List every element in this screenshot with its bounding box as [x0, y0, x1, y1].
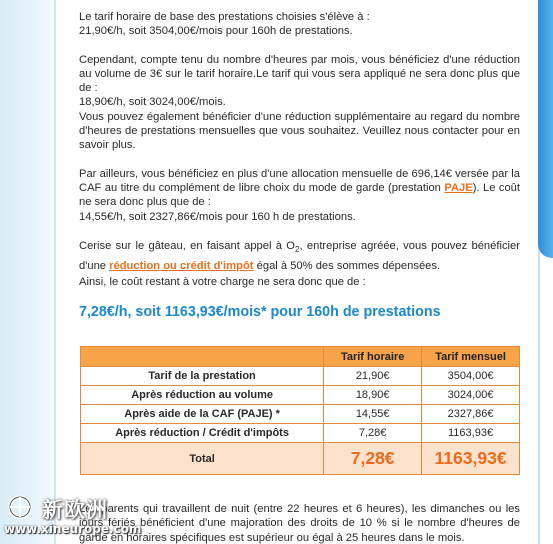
row-label: Tarif de la prestation — [81, 367, 324, 386]
table-row — [81, 367, 520, 386]
row-label: Après réduction au volume — [81, 386, 324, 405]
left-decorative-strip — [0, 0, 56, 544]
volume-extra: Vous pouvez également bénéficier d'une réduction supplémentaire au regard du nombre d'heures de prestations mensuelles que vous souhaitez. Veuillez nous contacter pour en savoir plus. — [79, 110, 520, 152]
row-hourly: 21,90€ — [324, 367, 422, 386]
cerise-paragraph — [79, 238, 520, 275]
row-hourly: 14,55€ — [324, 405, 422, 424]
price-headline: 7,28€/h, soit 1163,93€/mois* pour 160h de prestations — [79, 304, 441, 320]
watermark-url: www.xineurope.com — [4, 522, 142, 536]
table-total-row — [81, 443, 520, 475]
volume-price: 18,90€/h, soit 3024,00€/mois. — [79, 96, 226, 109]
footnote-paragraph: Les parents qui travaillent de nuit (entre 22 heures et 6 heures), les dimanches ou les jours fériés bénéficient d'une majoration des droits de 10 % si le nombre d'heures de garde en horaires spécifiques est supérieur ou égal à 25 heures dans le mois. — [79, 503, 520, 544]
volume-paragraph: Cependant, compte tenu du nombre d'heures par mois, vous bénéficiez d'une réduction au volume de 3€ sur le tarif horaire.Le tarif qui vous sera appliqué ne sera donc plus que de : — [79, 53, 520, 95]
row-label: Après aide de la CAF (PAJE) * — [81, 405, 324, 424]
watermark-title: 新欧洲 — [42, 498, 108, 522]
total-hourly: 7,28€ — [324, 443, 422, 475]
article-body — [79, 0, 520, 289]
watermark — [4, 494, 142, 544]
table-row — [81, 424, 520, 443]
header-hourly: Tarif horaire — [324, 347, 422, 367]
row-hourly: 18,90€ — [324, 386, 422, 405]
globe-logo-icon — [4, 494, 38, 520]
right-decorative-strip — [538, 0, 553, 544]
caf-price: 14,55€/h, soit 2327,86€/mois pour 160 h de prestations. — [79, 210, 356, 223]
table-row — [81, 405, 520, 424]
cerise-line-2: Ainsi, le coût restant à votre charge ne sera donc que de : — [79, 275, 366, 288]
row-monthly: 1163,93€ — [422, 424, 520, 443]
table-header-row — [81, 347, 520, 367]
row-monthly: 3504,00€ — [422, 367, 520, 386]
row-monthly: 2327,86€ — [422, 405, 520, 424]
total-label: Total — [81, 443, 324, 475]
header-blank — [81, 347, 324, 367]
row-hourly: 7,28€ — [324, 424, 422, 443]
paje-link[interactable]: PAJE — [444, 181, 473, 194]
row-monthly: 3024,00€ — [422, 386, 520, 405]
cerise-text-after: égal à 50% des sommes dépensées. — [253, 259, 441, 272]
caf-text-after: ). Le coût ne sera donc plus que de : — [79, 181, 520, 209]
row-label: Après réduction / Crédit d'impôts — [81, 424, 324, 443]
intro-line-2: 21,90€/h, soit 3504,00€/mois pour 160h de prestations. — [79, 25, 353, 38]
caf-text-before: Par ailleurs, vous bénéficiez en plus d'une allocation mensuelle de 696,14€ versée par la CAF au titre du complément de libre choix du mode de garde (prestation — [79, 167, 520, 194]
cerise-text-before: Cerise sur le gâteau, en faisant appel à O — [79, 239, 296, 252]
header-monthly: Tarif mensuel — [422, 347, 520, 367]
right-blue-tab — [538, 0, 553, 258]
tax-credit-link[interactable]: réduction ou crédit d'impôt — [109, 259, 254, 272]
cerise-text-mid: , entreprise agréée, vous pouvez bénéficier d'une — [79, 239, 520, 272]
intro-line-1: Le tarif horaire de base des prestations choisies s'élève à : — [79, 11, 370, 23]
table-row — [81, 386, 520, 405]
pricing-table — [80, 346, 520, 475]
total-monthly: 1163,93€ — [422, 443, 520, 475]
caf-paragraph — [79, 167, 520, 210]
cerise-subscript: 2 — [295, 244, 300, 254]
